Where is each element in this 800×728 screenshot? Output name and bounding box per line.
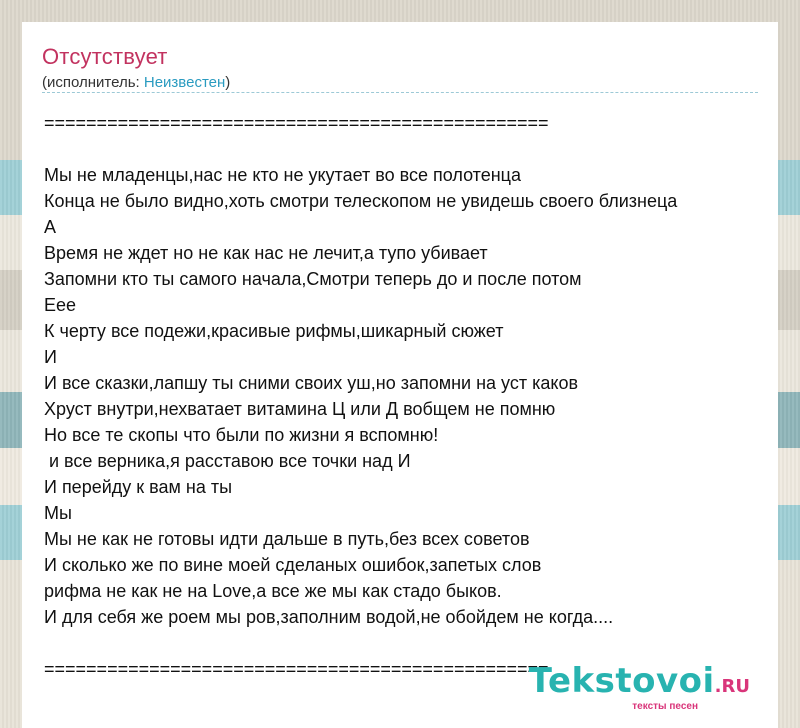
site-logo[interactable]: [529, 663, 750, 712]
lyrics-card: [22, 22, 778, 728]
lyric-line: Запомни кто ты самого начала,Смотри теперь до и после потом: [44, 269, 582, 289]
lyric-line: рифма не как не на Love,а все же мы как стадо быков.: [44, 581, 502, 601]
logo-tagline: тексты песен: [632, 701, 698, 712]
lyric-line: К черту все подежи,красивые рифмы,шикарный сюжет: [44, 321, 504, 341]
lyric-line: и все верника,я расставою все точки над И: [44, 451, 411, 471]
lyric-line: Конца не было видно,хоть смотри телескопом не увидешь своего близнеца: [44, 191, 678, 211]
song-title: Отсутствует: [42, 44, 168, 69]
lyric-line: И: [44, 347, 57, 367]
artist-link[interactable]: Неизвестен: [143, 74, 226, 91]
lyric-line: Мы не как не готовы идти дальше в путь,без всех советов: [44, 529, 530, 549]
logo-domain: .RU: [714, 676, 750, 697]
logo-name: Tekstovoi: [528, 661, 715, 701]
lyrics-text: [44, 110, 764, 682]
lyric-line: Мы: [44, 503, 72, 523]
lyric-line: Время не ждет но не как нас не лечит,а тупо убивает: [44, 243, 488, 263]
lyric-line: Мы не младенцы,нас не кто не укутает во все полотенца: [44, 165, 521, 185]
lyric-line: И для себя же роем мы ров,заполним водой,не обойдем не когда....: [44, 607, 614, 627]
lyric-line: И сколько же по вине моей сделаных ошибок,запетых слов: [44, 555, 542, 575]
lyric-line: ================================================: [44, 113, 549, 133]
divider: [42, 92, 758, 93]
lyric-line: И все сказки,лапшу ты сними своих уш,но запомни на уст каков: [44, 373, 579, 393]
artist-line: [42, 74, 230, 91]
lyric-line: Еее: [44, 295, 77, 315]
lyric-line: А: [44, 217, 57, 237]
lyric-line: И перейду к вам на ты: [44, 477, 233, 497]
lyric-line: ================================================: [44, 659, 549, 679]
lyric-line: Но все те скопы что были по жизни я вспомню!: [44, 425, 439, 445]
artist-suffix: ): [225, 74, 231, 91]
lyric-line: [44, 630, 764, 656]
lyric-line: Хруст внутри,нехватает витамина Ц или Д вобщем не помню: [44, 399, 556, 419]
lyric-line: [44, 136, 764, 162]
artist-prefix: (исполнитель:: [42, 74, 144, 91]
